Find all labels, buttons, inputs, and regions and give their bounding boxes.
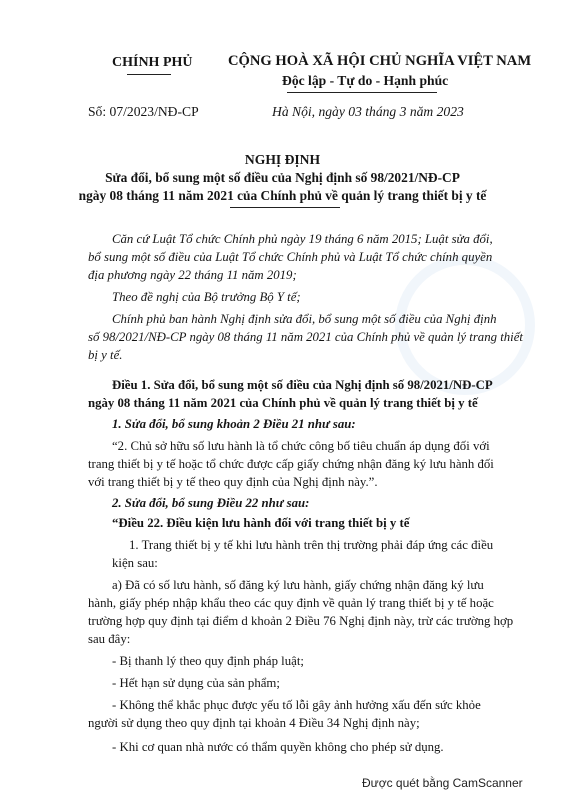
document-title-line-2: ngày 08 tháng 11 năm 2021 của Chính phủ về quản lý trang thiết bị y tế bbox=[78, 188, 487, 203]
exception-liquidation: - Bị thanh lý theo quy định pháp luật; bbox=[112, 654, 304, 668]
preamble-legal-basis-line-2: bổ sung một số điều của Luật Tổ chức Chính phủ và Luật Tổ chức chính quyền bbox=[88, 250, 493, 264]
article-1-heading-line-1: Điều 1. Sửa đổi, bổ sung một số điều của Nghị định số 98/2021/NĐ-CP bbox=[112, 378, 493, 392]
item-1-title: 1. Sửa đổi, bổ sung khoản 2 Điều 21 như sau: bbox=[112, 417, 356, 431]
scanner-watermark-text: Được quét bằng CamScanner bbox=[362, 776, 523, 790]
preamble-issuance-line-3: bị y tế. bbox=[88, 348, 123, 362]
exception-defect-line-1: - Không thể khắc phục được yếu tố lỗi gây ảnh hưởng xấu đến sức khỏe bbox=[112, 698, 481, 712]
preamble-proposal: Theo đề nghị của Bộ trưởng Bộ Y tế; bbox=[112, 290, 301, 304]
preamble-issuance-line-2: số 98/2021/NĐ-CP ngày 08 tháng 11 năm 2021 của Chính phủ về quản lý trang thiết bbox=[88, 330, 523, 344]
article-22-point-a-line-3: trường hợp quy định tại điểm d khoản 2 Điều 76 Nghị định này, trừ các trường hợp bbox=[88, 614, 514, 628]
article-22-point-a-line-1: a) Đã có số lưu hành, số đăng ký lưu hành, giấy chứng nhận đăng ký lưu bbox=[112, 578, 484, 592]
document-number: Số: 07/2023/NĐ-CP bbox=[88, 104, 199, 119]
preamble-legal-basis-line-1: Căn cứ Luật Tổ chức Chính phủ ngày 19 tháng 6 năm 2015; Luật sửa đổi, bbox=[112, 232, 493, 246]
header-left-underline bbox=[127, 74, 171, 75]
issuing-organization: CHÍNH PHỦ bbox=[112, 55, 193, 70]
document-type: NGHỊ ĐỊNH bbox=[244, 152, 321, 167]
article-22-clause-1-line-2: kiện sau: bbox=[112, 556, 158, 570]
preamble-issuance-line-1: Chính phủ ban hành Nghị định sửa đổi, bổ sung một số điều của Nghị định bbox=[112, 312, 497, 326]
header-right-underline bbox=[287, 92, 437, 93]
article-22-point-a-line-2: hành, giấy phép nhập khẩu theo các quy định về quản lý trang thiết bị y tế hoặc bbox=[88, 596, 494, 610]
exception-defect-line-2: người sử dụng theo quy định tại khoản 4 Điều 34 Nghị định này; bbox=[88, 716, 420, 730]
place-and-date: Hà Nội, ngày 03 tháng 3 năm 2023 bbox=[272, 104, 464, 119]
item-1-text-line-2: trang thiết bị y tế hoặc tổ chức được cấp giấy chứng nhận đăng ký lưu hành đối bbox=[88, 457, 494, 471]
article-1-heading-line-2: ngày 08 tháng 11 năm 2021 của Chính phủ về quản lý trang thiết bị y tế bbox=[88, 396, 478, 410]
title-underline bbox=[230, 207, 340, 208]
document-title-line-1: Sửa đổi, bổ sung một số điều của Nghị định số 98/2021/NĐ-CP bbox=[105, 170, 460, 185]
item-2-title: 2. Sửa đổi, bổ sung Điều 22 như sau: bbox=[112, 496, 310, 510]
national-title: CỘNG HOÀ XÃ HỘI CHỦ NGHĨA VIỆT NAM bbox=[228, 53, 532, 69]
item-1-text-line-3: với trang thiết bị y tế theo quy định của Nghị định này.”. bbox=[88, 475, 378, 489]
article-22-point-a-line-4: sau đây: bbox=[88, 632, 131, 646]
national-motto: Độc lập - Tự do - Hạnh phúc bbox=[282, 73, 449, 88]
exception-expired: - Hết hạn sử dụng của sản phẩm; bbox=[112, 676, 280, 690]
item-1-text-line-1: “2. Chủ sở hữu số lưu hành là tổ chức công bố tiêu chuẩn áp dụng đối với bbox=[112, 439, 490, 453]
article-22-heading: “Điều 22. Điều kiện lưu hành đối với trang thiết bị y tế bbox=[112, 516, 410, 530]
article-22-clause-1-line-1: 1. Trang thiết bị y tế khi lưu hành trên thị trường phải đáp ứng các điều bbox=[129, 538, 494, 552]
preamble-legal-basis-line-3: địa phương ngày 22 tháng 11 năm 2019; bbox=[88, 268, 297, 282]
exception-authority-prohibition: - Khi cơ quan nhà nước có thẩm quyền không cho phép sử dụng. bbox=[112, 740, 444, 754]
